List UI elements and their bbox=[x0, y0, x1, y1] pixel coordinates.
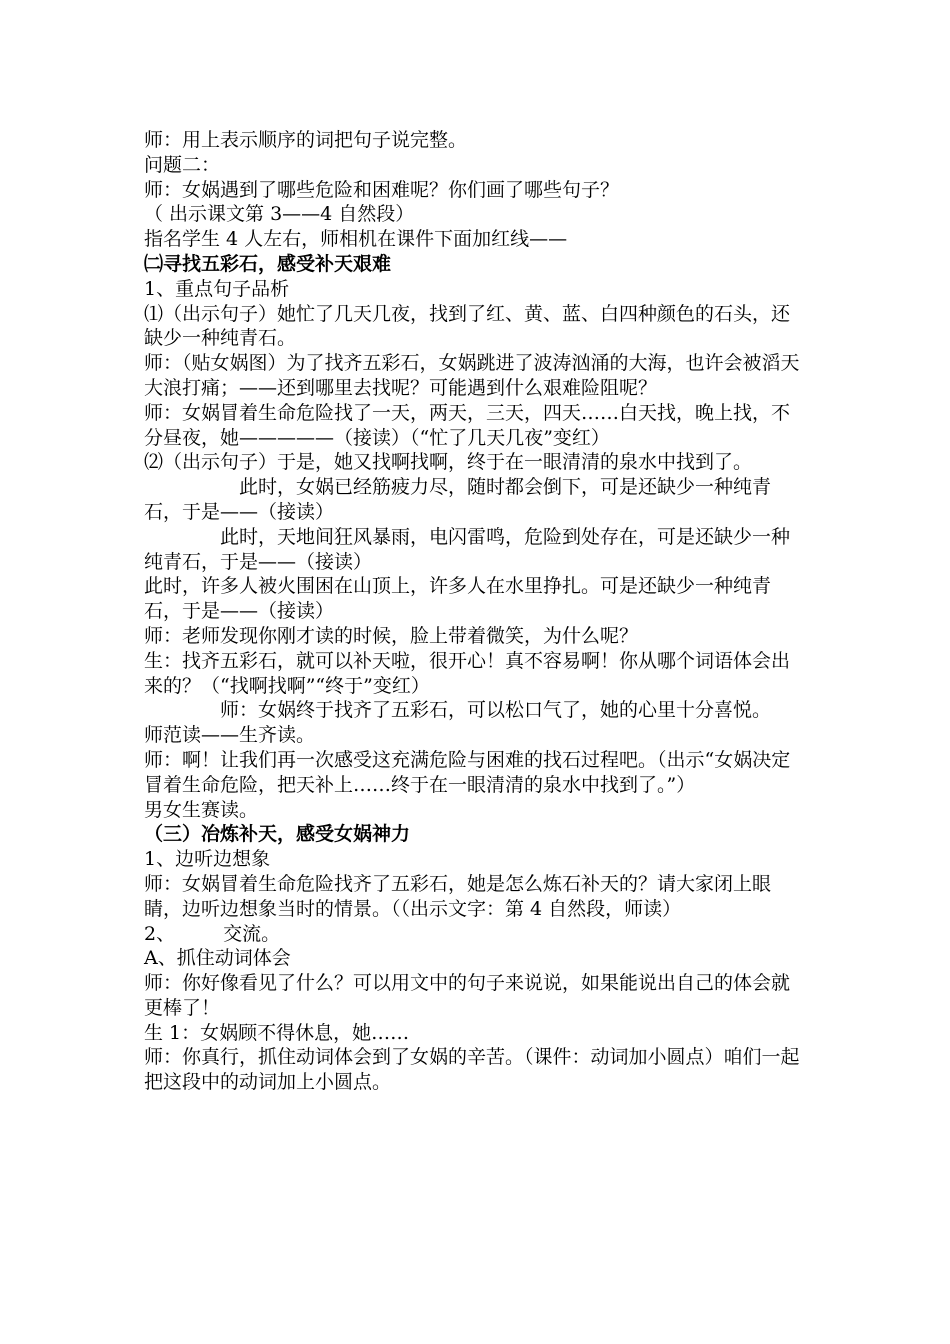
text-line: ⑵（出示句子）于是，她又找啊找啊，终于在一眼清清的泉水中找到了。 bbox=[144, 451, 753, 474]
list-text: 交流。 bbox=[223, 922, 281, 945]
text-line: 此时，天地间狂风暴雨，电闪雷鸣，危险到处存在，可是还缺少一种纯青石，于是——（接读） bbox=[144, 525, 791, 573]
text-line: 1、重点句子品析 bbox=[144, 277, 290, 300]
text-line: 师：女娲遇到了哪些危险和困难呢？你们画了哪些句子？ bbox=[144, 178, 620, 201]
text-line: 男女生赛读。 bbox=[144, 798, 259, 821]
text-line: 1、边听边想象 bbox=[144, 848, 271, 871]
section-heading: ㈡寻找五彩石，感受补天艰难 bbox=[144, 252, 392, 275]
text-line: 此时，女娲已经筋疲力尽，随时都会倒下，可是还缺少一种纯青石，于是——（接读） bbox=[144, 476, 772, 523]
text-line: 师：老师发现你刚才读的时候，脸上带着微笑，为什么呢？ bbox=[144, 624, 639, 647]
text-line: ⑴（出示句子）她忙了几天几夜，找到了红、黄、蓝、白四种颜色的石头，还缺少一种纯青石。 bbox=[144, 302, 791, 350]
text-line: 师：你好像看见了什么？可以用文中的句子来说说，如果能说出自己的体会就更棒了！ bbox=[144, 972, 791, 1019]
text-line: 师：你真行，抓住动词体会到了女娲的辛苦。（课件：动词加小圆点）咱们一起把这段中的动词加上小圆点。 bbox=[144, 1046, 800, 1094]
text-line: A、抓住动词体会 bbox=[144, 947, 291, 970]
text-line: 师：女娲终于找齐了五彩石，可以松口气了，她的心里十分喜悦。 bbox=[220, 699, 772, 722]
text-line: （ 出示课文第 3——4 自然段） bbox=[144, 203, 415, 226]
text-line: 此时，许多人被火围困在山顶上，许多人在水里挣扎。可是还缺少一种纯青石，于是——（接读） bbox=[144, 575, 772, 623]
text-line: 师：用上表示顺序的词把句子说完整。 bbox=[144, 129, 468, 151]
text-line: 师：啊！让我们再一次感受这充满危险与困难的找石过程吧。（出示“女娲决定冒着生命危险，把天补上……终于在一眼清清的泉水中找到了。”） bbox=[144, 748, 791, 796]
text-line: 指名学生 4 人左右，师相机在课件下面加红线—— bbox=[144, 228, 568, 251]
text-line: 师：（贴女娲图）为了找齐五彩石，女娲跳进了波涛汹涌的大海，也许会被滔天大浪打痛；——还到哪里去找呢？可能遇到什么艰难险阻呢？ bbox=[144, 352, 800, 399]
text-line: 生 1：女娲顾不得休息，她…… bbox=[144, 1021, 410, 1044]
text-line: 师：女娲冒着生命危险找齐了五彩石，她是怎么炼石补天的？请大家闭上眼睛，边听边想象当时的情景。（（出示文字：第 4 自然段，师读） bbox=[144, 872, 772, 920]
list-item bbox=[144, 922, 804, 947]
text-line: 生：找齐五彩石，就可以补天啦，很开心！真不容易啊！你从哪个词语体会出来的？（“找啊找啊”“终于”变红） bbox=[144, 649, 791, 697]
list-number: 2、 bbox=[144, 922, 176, 945]
text-line: 师范读——生齐读。 bbox=[144, 724, 316, 747]
text-line: 师：女娲冒着生命危险找了一天，两天，三天，四天……白天找，晚上找，不分昼夜，她—————（接读）（“忙了几天几夜”变红） bbox=[144, 401, 791, 449]
text-line: 问题二： bbox=[144, 153, 221, 176]
document-body bbox=[144, 128, 804, 1095]
section-heading: （三）冶炼补天，感受女娲神力 bbox=[144, 823, 411, 846]
